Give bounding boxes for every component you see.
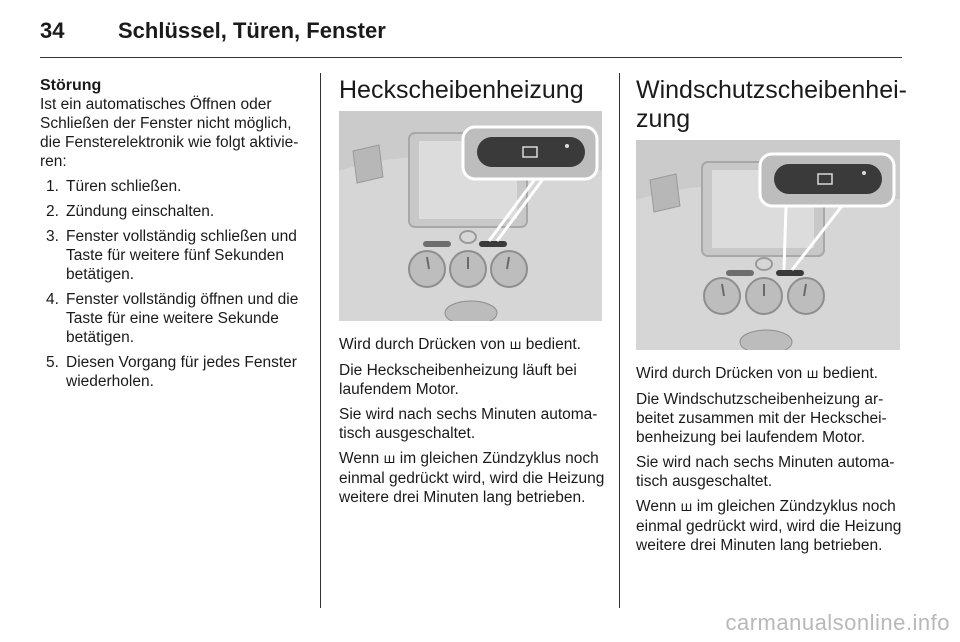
operation-text <box>636 364 902 384</box>
operation-text-start: Wird durch Drücken von <box>636 365 803 382</box>
repeat-press-text-end: im gleichen Zündzyklus noch einmal gedrückt wird, wird die Heizung weitere drei Minuten lang betrieben. <box>339 450 605 506</box>
section-heading-windschutzscheibenheizung: Windschutzscheibenhei-zung <box>636 76 907 133</box>
dashboard-illustration-svg <box>339 111 602 321</box>
step-text: Türen schließen. <box>66 178 182 195</box>
dashboard-illustration-svg <box>636 140 900 350</box>
column-divider <box>320 73 321 608</box>
auto-off-text: Sie wird nach sechs Minuten automa-tisch ausgeschaltet. <box>636 454 895 490</box>
column-heckscheibenheizung <box>339 76 605 513</box>
engine-running-text: Die Heckscheibenheizung läuft bei laufendem Motor. <box>339 362 577 398</box>
column-stoerung <box>40 76 306 397</box>
operation-text <box>339 335 605 355</box>
header-rule <box>40 57 902 58</box>
windscreen-defrost-icon: ш <box>806 367 819 382</box>
column-divider <box>619 73 620 608</box>
step-number: 2. <box>46 203 59 220</box>
rear-window-defrost-icon: ш <box>509 338 522 353</box>
list-item <box>40 202 306 221</box>
dashboard-illustration <box>339 111 602 321</box>
list-item <box>40 227 306 284</box>
step-text: Fenster vollständig öffnen und die Taste für eine weitere Sekunde betätigen. <box>66 291 299 346</box>
cooperation-text: Die Windschutzscheibenheizung ar-beitet zusammen mit der Heckschei-benheizung bei laufendem Motor. <box>636 391 887 446</box>
dashboard-illustration <box>636 140 900 350</box>
repeat-press-text <box>339 449 605 507</box>
step-number: 3. <box>46 228 59 245</box>
list-item <box>40 290 306 347</box>
repeat-press-text <box>636 497 902 555</box>
section-heading-stoerung: Störung <box>40 77 102 94</box>
column-windschutzscheibenheizung <box>636 76 907 561</box>
section-heading-heckscheibenheizung: Heckscheibenheizung <box>339 76 584 104</box>
step-number: 1. <box>46 178 59 195</box>
list-item <box>40 353 306 391</box>
step-text: Zündung einschalten. <box>66 203 215 220</box>
step-list <box>40 177 306 391</box>
page-number: 34 <box>40 18 65 43</box>
watermark: carmanualsonline.info <box>725 610 950 635</box>
repeat-press-text-start: Wenn <box>636 498 677 515</box>
step-number: 5. <box>46 354 59 371</box>
intro-text: Ist ein automatisches Öffnen oder Schließen der Fenster nicht möglich, die Fensterelektronik wie folgt aktivie-ren: <box>40 96 299 170</box>
windscreen-defrost-icon: ш <box>680 500 693 515</box>
auto-off-text: Sie wird nach sechs Minuten automa-tisch ausgeschaltet. <box>339 406 598 442</box>
repeat-press-text-start: Wenn <box>339 450 380 467</box>
step-text: Diesen Vorgang für jedes Fenster wiederholen. <box>66 354 297 390</box>
operation-text-end: bedient. <box>525 336 581 353</box>
step-number: 4. <box>46 291 59 308</box>
operation-text-end: bedient. <box>822 365 878 382</box>
list-item <box>40 177 306 196</box>
rear-window-defrost-icon: ш <box>383 452 396 467</box>
chapter-title: Schlüssel, Türen, Fenster <box>118 18 386 43</box>
operation-text-start: Wird durch Drücken von <box>339 336 506 353</box>
repeat-press-text-end: im gleichen Zündzyklus noch einmal gedrückt wird, wird die Heizung weitere drei Minuten lang betrieben. <box>636 498 902 554</box>
step-text: Fenster vollständig schließen und Taste für weitere fünf Sekunden betätigen. <box>66 228 297 283</box>
page-header <box>40 18 920 58</box>
